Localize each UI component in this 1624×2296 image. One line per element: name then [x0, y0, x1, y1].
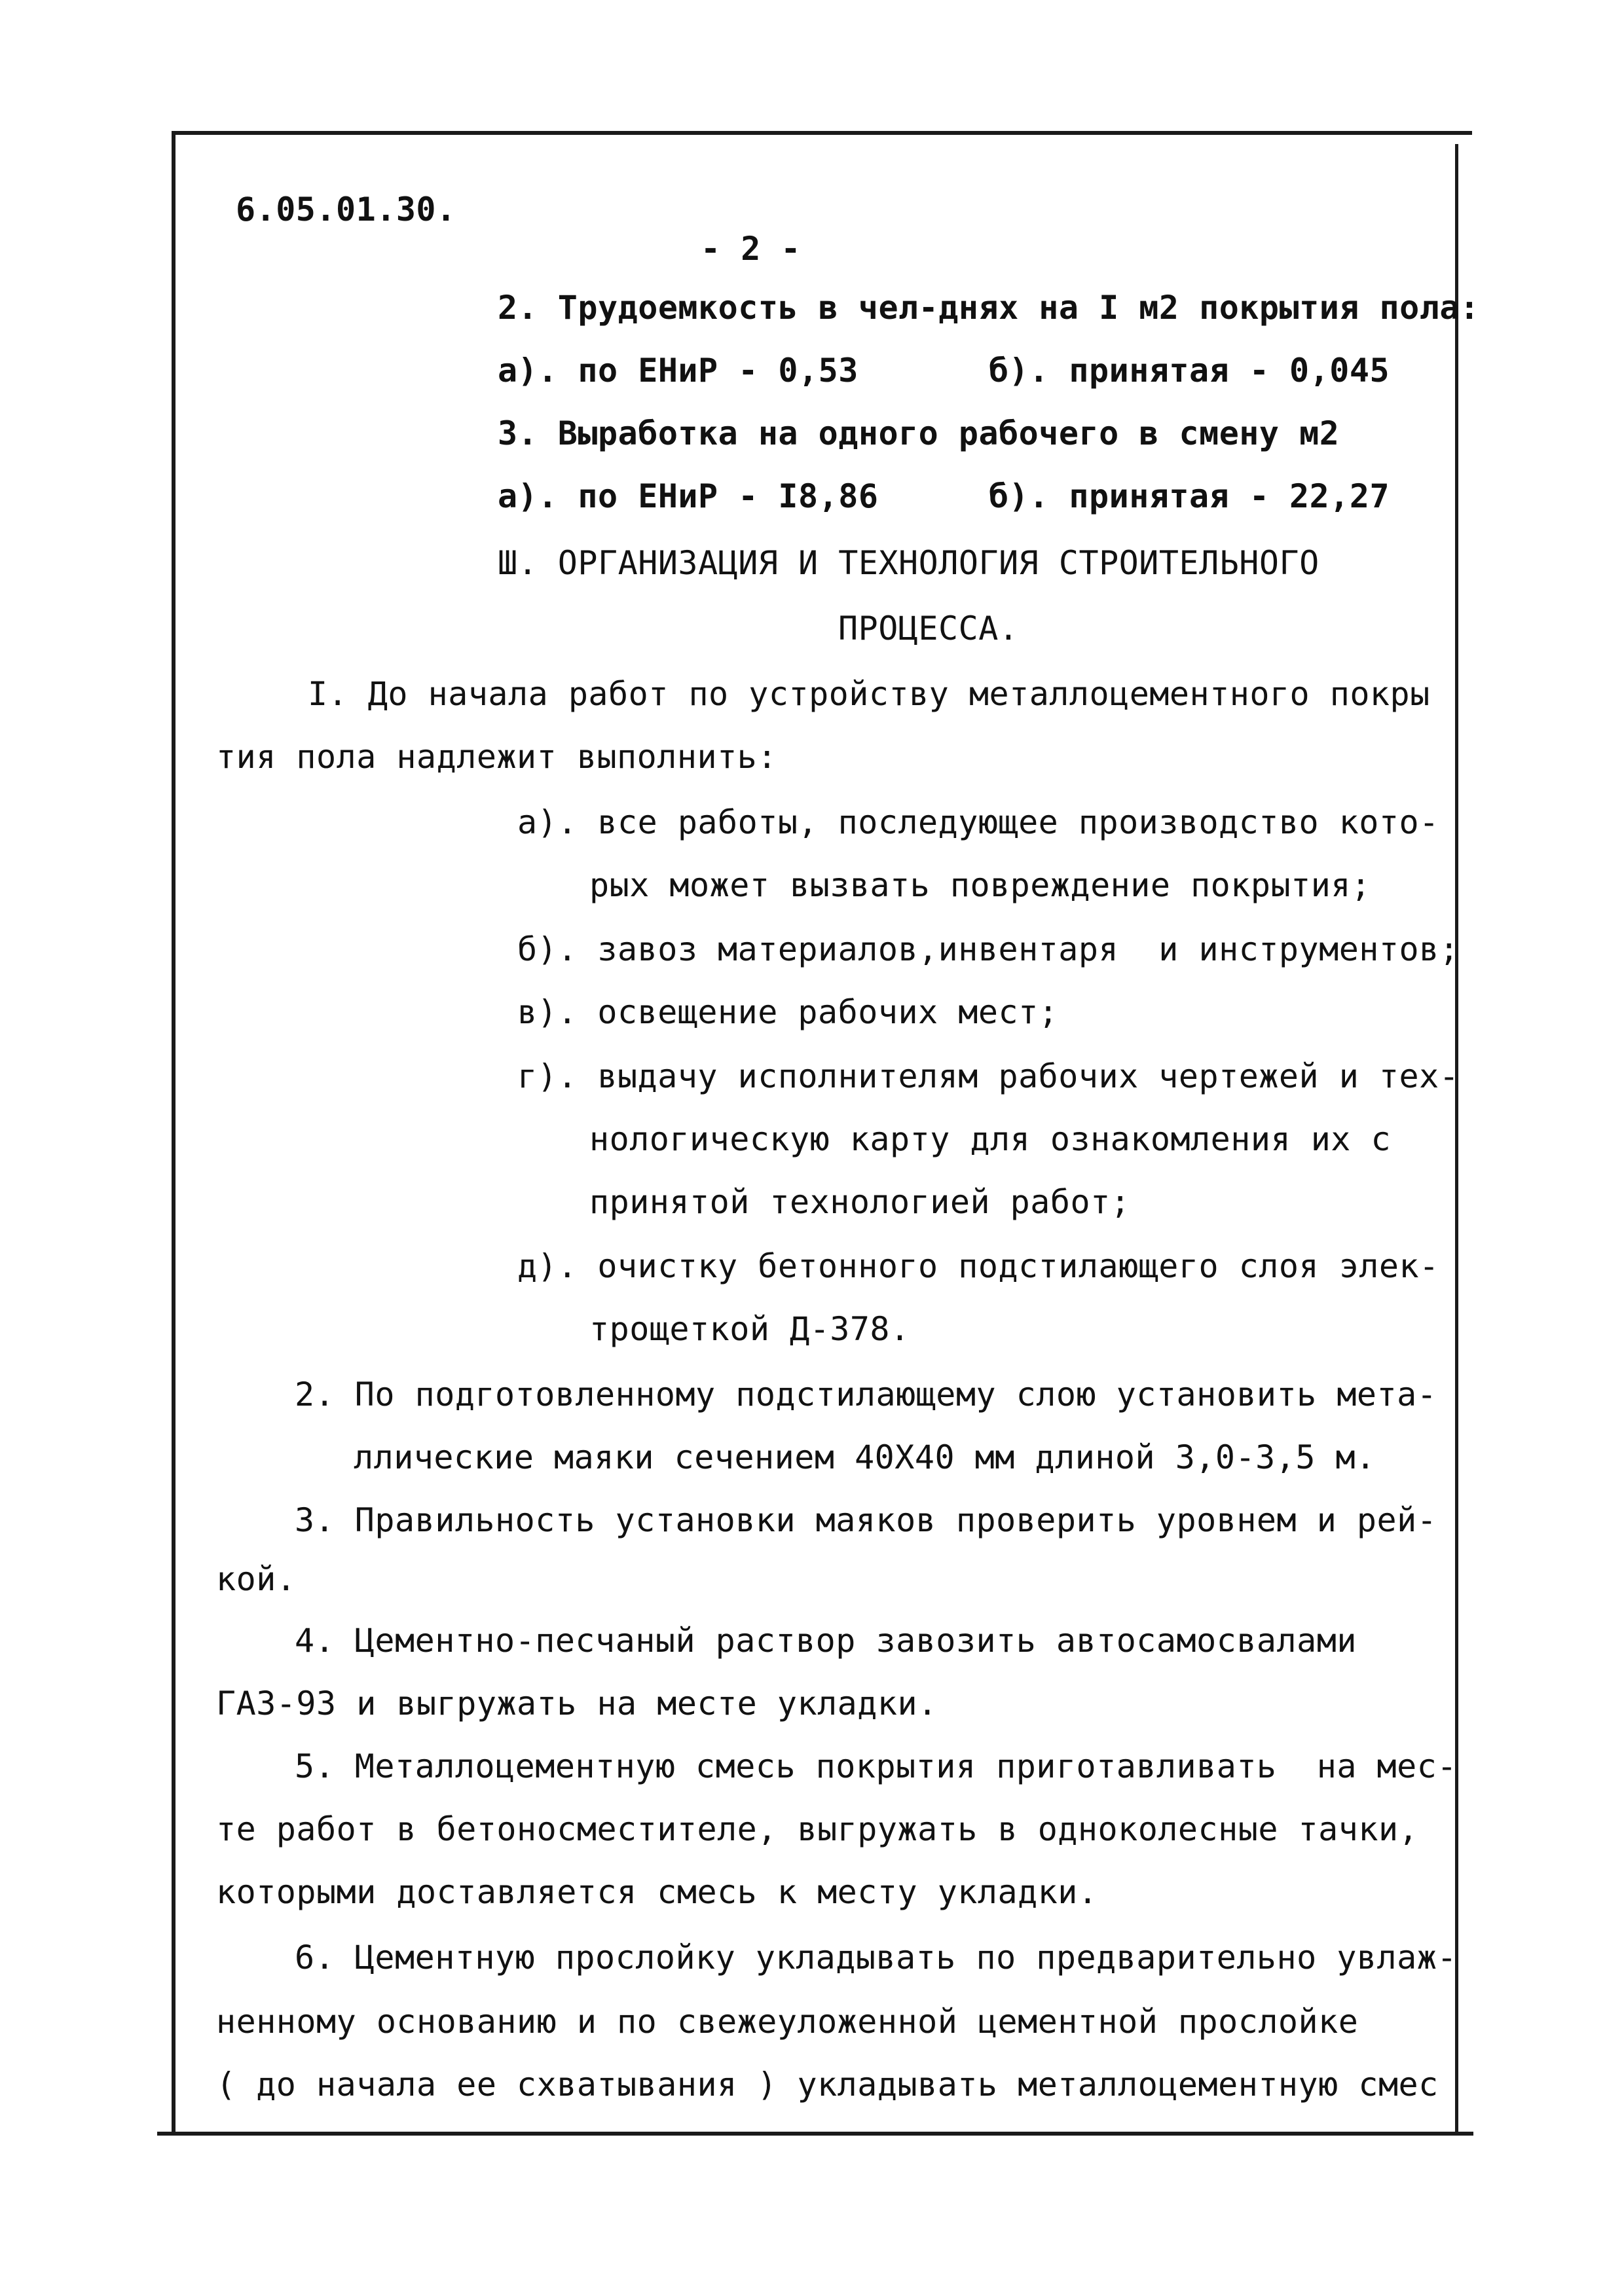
- body-line: кой.: [216, 1560, 297, 1598]
- body-line: в). освещение рабочих мест;: [517, 993, 1059, 1031]
- body-line: принятой технологией работ;: [589, 1183, 1131, 1221]
- body-line: трощеткой Д-378.: [589, 1310, 910, 1348]
- labor-intensity-enir: а). по ЕНиР - 0,53: [498, 352, 858, 390]
- body-line: ГАЗ-93 и выгружать на месте укладки.: [216, 1685, 938, 1722]
- body-line: ( до начала ее схватывания ) укладывать металлоцементную смес: [216, 2066, 1439, 2104]
- frame-right-border: [1455, 144, 1458, 2134]
- body-line: 5. Металлоцементную смесь покрытия приготавливать на мес-: [295, 1747, 1457, 1785]
- body-line: г). выдачу исполнителям рабочих чертежей и тех-: [517, 1057, 1460, 1095]
- body-line: нологическую карту для ознакомления их с: [589, 1120, 1392, 1158]
- section-title-line-1: Ш. ОРГАНИЗАЦИЯ И ТЕХНОЛОГИЯ СТРОИТЕЛЬНОГО: [498, 544, 1320, 582]
- body-line: 6. Цементную прослойку укладывать по предварительно увлаж-: [295, 1939, 1457, 1977]
- body-line: 4. Цементно-песчаный раствор завозить автосамосвалами: [295, 1622, 1357, 1660]
- body-line: ненному основанию и по свежеуложенной цементной прослойке: [216, 2003, 1359, 2041]
- output-title: 3. Выработка на одного рабочего в смену м2: [498, 414, 1340, 452]
- labor-intensity-accepted: б). принятая - 0,045: [989, 352, 1390, 390]
- body-line: тия пола надлежит выполнить:: [216, 738, 777, 776]
- frame-bottom-border: [157, 2132, 1473, 2136]
- body-line: 3. Правильность установки маяков проверить уровнем и рей-: [295, 1501, 1437, 1539]
- body-line: 2. По подготовленному подстилающему слою установить мета-: [295, 1376, 1437, 1413]
- document-code: 6.05.01.30.: [236, 191, 456, 228]
- frame-top-border: [175, 131, 1472, 135]
- section-title-line-2: ПРОЦЕССА.: [838, 610, 1019, 647]
- body-line: а). все работы, последующее производство кото-: [517, 803, 1439, 841]
- body-line: которыми доставляется смесь к месту укладки.: [216, 1873, 1098, 1911]
- labor-intensity-title: 2. Трудоемкость в чел-днях на I м2 покрытия пола:: [498, 289, 1480, 327]
- page-number: - 2 -: [701, 230, 802, 268]
- body-line: д). очистку бетонного подстилающего слоя элек-: [517, 1247, 1439, 1285]
- body-line: ллические маяки сечением 40Х40 мм длиной 3,0-3,5 м.: [354, 1438, 1376, 1476]
- body-line: те работ в бетоносместителе, выгружать в одноколесные тачки,: [216, 1810, 1419, 1848]
- frame-left-border: [172, 131, 175, 2136]
- output-enir: а). по ЕНиР - I8,86: [498, 477, 879, 515]
- body-line: рых может вызвать повреждение покрытия;: [589, 866, 1371, 904]
- body-line: б). завоз материалов,инвентаря и инструментов;: [517, 930, 1460, 968]
- body-line: I. До начала работ по устройству металлоцементного покры: [308, 675, 1430, 713]
- output-accepted: б). принятая - 22,27: [989, 477, 1390, 515]
